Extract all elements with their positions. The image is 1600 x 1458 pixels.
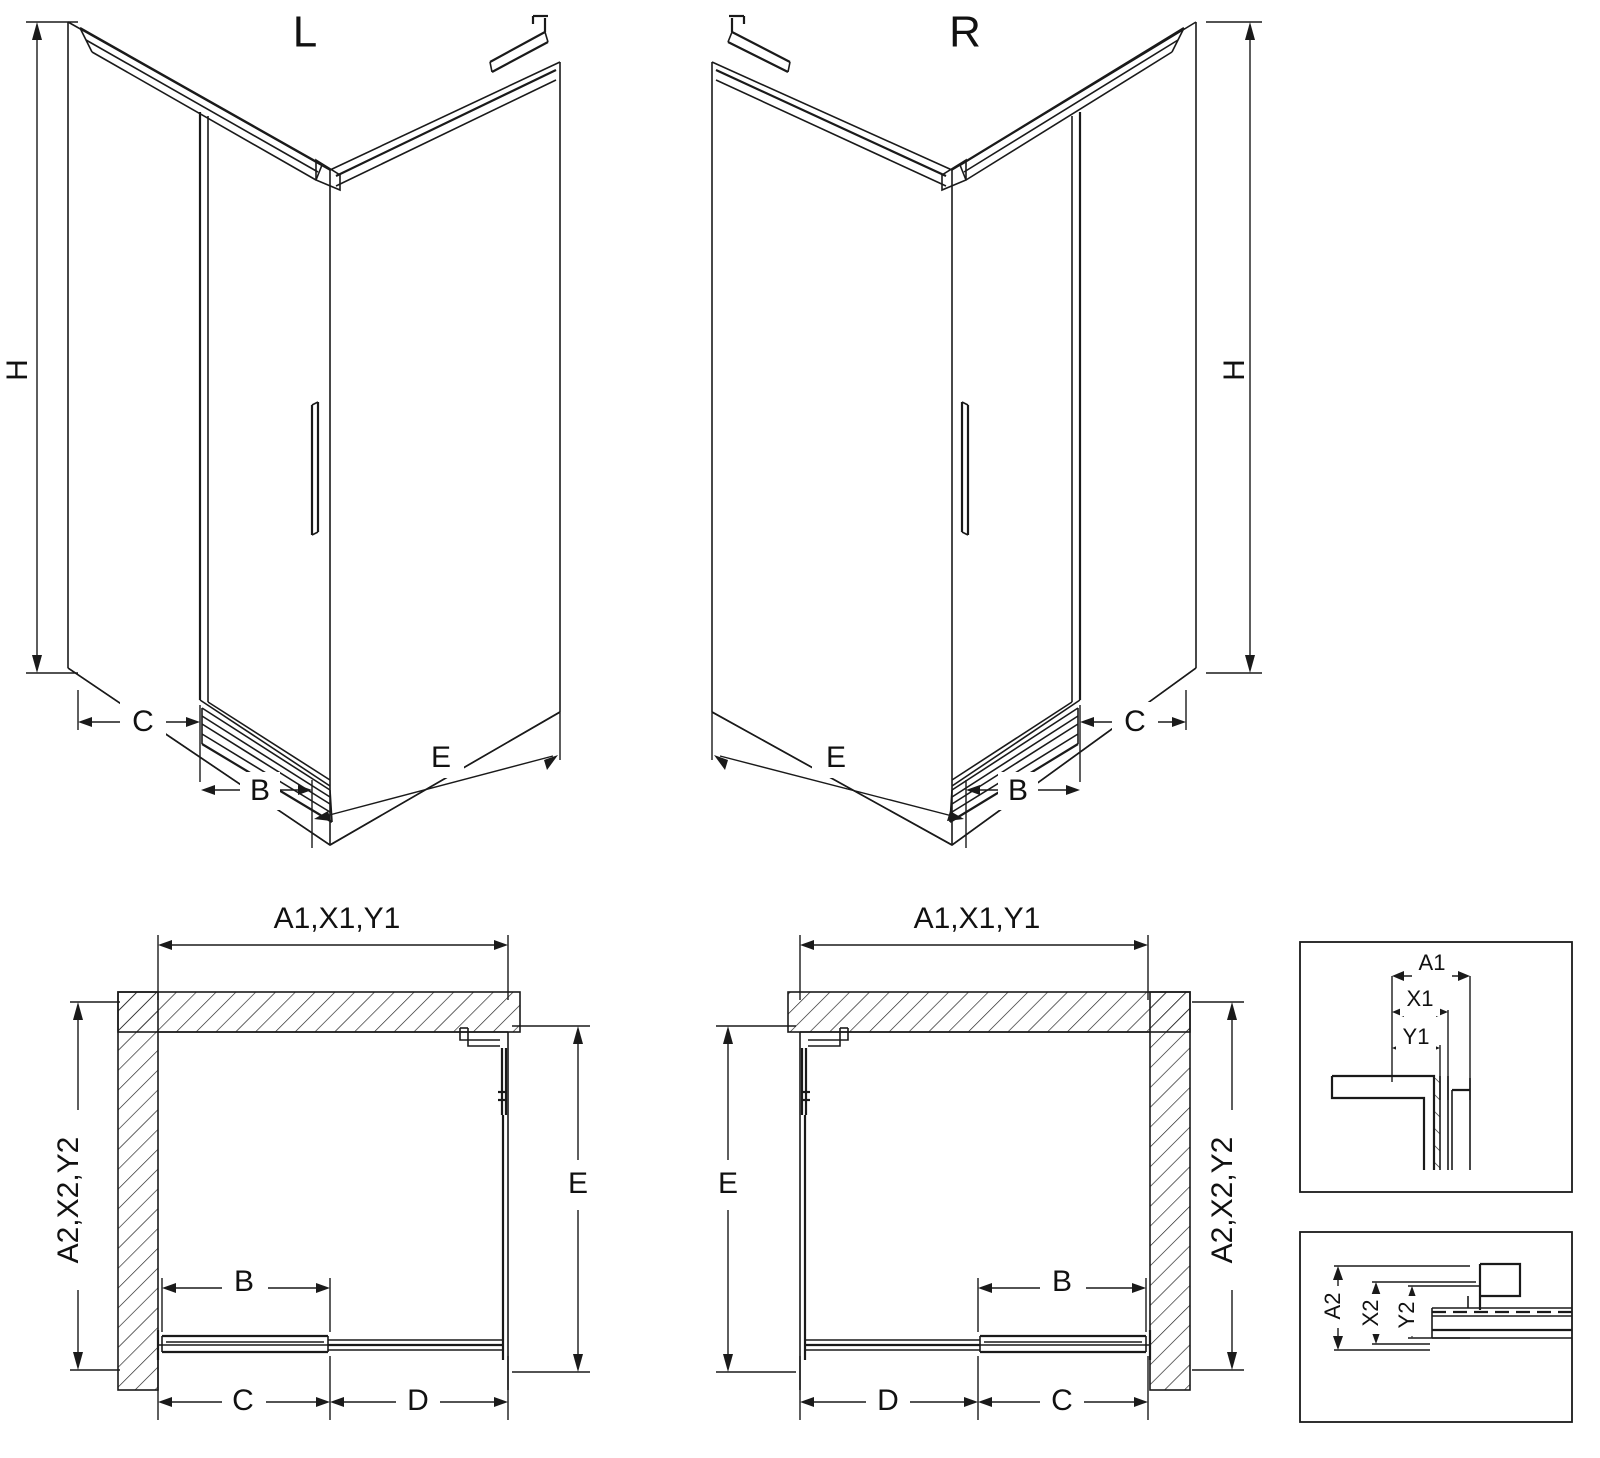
iso-view-right [712,16,1262,848]
label-detail-x1: X1 [1406,985,1434,1011]
label-iso-right-h: H [1217,359,1251,381]
label-plan-right-d: D [877,1383,899,1417]
plan-view-right [710,900,1254,1422]
label-plan-left-b: B [233,1264,255,1298]
dim-height-right [1206,22,1262,673]
label-plan-left-e: E [567,1166,589,1200]
label-detail-a1: A1 [1418,949,1446,975]
label-iso-left-b: B [249,773,271,807]
label-variant-right: R [949,7,981,57]
label-plan-right-b: B [1051,1264,1073,1298]
detail-view-top [1300,942,1572,1192]
iso-view-left [26,16,560,848]
label-plan-right-c: C [1051,1383,1073,1417]
dim-height-left [26,22,78,673]
label-detail-a2: A2 [1319,1292,1345,1320]
label-plan-right-side-dim: A2,X2,Y2 [1205,1136,1239,1264]
label-iso-right-c: C [1124,704,1146,738]
label-plan-left-c: C [232,1383,254,1417]
label-iso-right-b: B [1007,773,1029,807]
detail-view-bottom [1300,1232,1572,1422]
label-iso-right-e: E [825,740,847,774]
label-detail-y1: Y1 [1402,1023,1430,1049]
label-plan-right-e: E [717,1166,739,1200]
label-iso-left-e: E [430,740,452,774]
label-plan-left-d: D [407,1383,429,1417]
label-iso-left-h: H [0,359,34,381]
label-detail-y2: Y2 [1393,1301,1419,1329]
plan-view-left [58,900,598,1422]
label-plan-right-top-dim: A1,X1,Y1 [913,901,1041,935]
label-iso-left-c: C [132,704,154,738]
label-variant-left: L [292,7,318,57]
label-plan-left-side-dim: A2,X2,Y2 [51,1136,85,1264]
label-plan-left-top-dim: A1,X1,Y1 [273,901,401,935]
label-detail-x2: X2 [1357,1299,1383,1327]
